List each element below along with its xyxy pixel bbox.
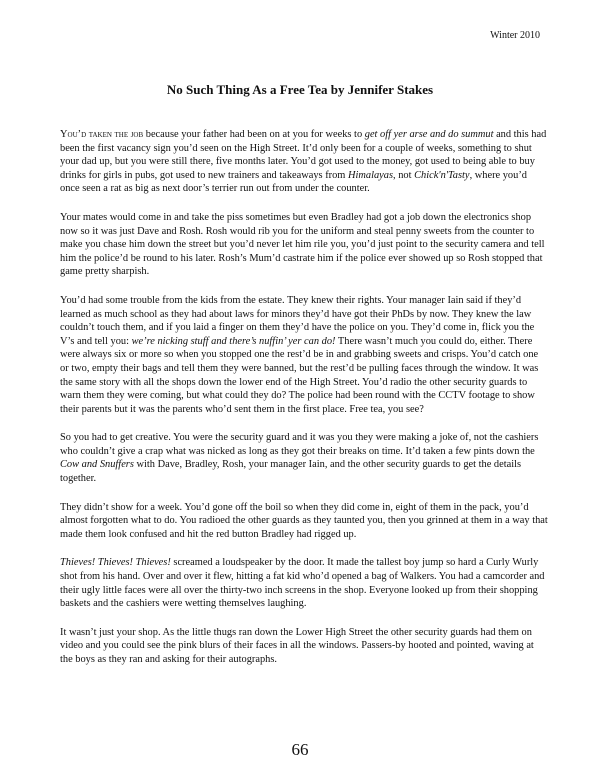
paragraph-4 — [60, 431, 548, 485]
emphasis: get off yer arse and do summut — [364, 129, 494, 140]
paragraph-7: It wasn’t just your shop. As the little thugs ran down the Lower High Street the other security guards had them on video and you could see the pink blurs of their faces in all the windows. Passers-by hooted and pointed, waving at the boys as they ran and asking for their autographs. — [60, 626, 534, 665]
text-run: , not — [393, 169, 415, 181]
paragraph-6 — [60, 556, 548, 610]
text-run: with Dave, Bradley, Rosh, your manager Iain, and the other security guards to get the details together. — [60, 459, 522, 485]
text-run: There wasn’t much you could do, either. There were always six or more so when you stopped one the rest’d be in and grabbing sweets and crisps. You’d catch one or two, empty their bags and tell them they were banned, but the rest’d be pulling faces through the window. It was the same story with all the shops down the lower end of the High Street. You’d radio the other security guards to warn them they were coming, but what could they do? The police had been round with the CCTV footage to show their parents but it was the parents who’d sent them in the first place. Free tea, you see? — [60, 335, 539, 415]
page-number: 66 — [291, 740, 309, 759]
text-run: and this had been the first vacancy sign you’d seen on the High Street. It’d only been for a couple of weeks, something to shut your dad up, but you were still there, five months later. You’d got used to the money, got used to being able to buy drinks for girls in pubs, got used to new trainers and takeaways from — [60, 129, 547, 181]
paragraph-3 — [60, 294, 548, 416]
small-caps-lead: ou’d taken the job — [67, 129, 144, 140]
paragraph-2: Your mates would come in and take the piss sometimes but even Bradley had got a job down the electronics shop now so it was just Dave and Rosh. Rosh would rib you for the uniform and steal penny sweets from the counter to make you chase him down the street but you’d never let him rile you, you’d just point to the security camera and tell him the police’d be round to his later. Rosh’s Mum’d castrate him if the police ever showed up so Rosh stopped that game pretty sharpish. — [60, 211, 545, 278]
drop-cap: Y — [60, 129, 68, 140]
title-main: No Such Thing As a Free Tea — [166, 82, 328, 97]
text-run: because your father had been on at you for weeks to — [143, 129, 365, 140]
emphasis: Thieves! Thieves! Thieves! — [60, 557, 171, 569]
text-run: You’d had some trouble from the kids from the estate. They knew their rights. Your manager Iain said if they’d learned as much school as they had about laws for minors they’d have got their PhDs by now. They knew the law couldn’t touch them, and if you laid a finger on them they’d have the police on you. They’d come in, flick you the V’s and tell you: — [60, 294, 535, 347]
emphasis: we’re nicking stuff and there’s nuffin’ yer can do! — [131, 335, 336, 347]
emphasis: Himalayas — [348, 169, 394, 181]
paragraph-1 — [60, 128, 548, 196]
text-run: So you had to get creative. You were the security guard and it was you they were making a joke of, not the cashiers who couldn’t give a crap what was nicked as long as they got their breaks on time. It’d taken a few pints down the — [60, 432, 539, 457]
text-run: , where you’d once seen a rat as big as next door’s terrier run out from under the counter. — [60, 169, 527, 195]
emphasis: Chick'n'Tasty — [414, 169, 470, 181]
text-run: screamed a loudspeaker by the door. It made the tallest boy jump so hard a Curly Wurly shot from his hand. Over and over it flew, hitting a fat kid who’d opened a bag of Walkers. You had a camcorder and their ugly little faces were all over the thirty-two inch screens in the shop. Everyone looked up from their shopping baskets and the cashiers were wetting themselves laughing. — [60, 557, 545, 610]
story-title — [0, 82, 600, 98]
story-body — [60, 128, 548, 682]
title-byline: by Jennifer Stakes — [330, 82, 434, 97]
issue-date: Winter 2010 — [490, 30, 540, 41]
emphasis: Cow and Snuffers — [60, 459, 134, 471]
paragraph-5: They didn’t show for a week. You’d gone off the boil so when they did come in, eight of them in the pack, you’d almost forgotten what to do. You radioed the other guards as they taunted you, then you grinned at them in a way that made them look confused and hit the red button Bradley had rigged up. — [60, 501, 548, 540]
